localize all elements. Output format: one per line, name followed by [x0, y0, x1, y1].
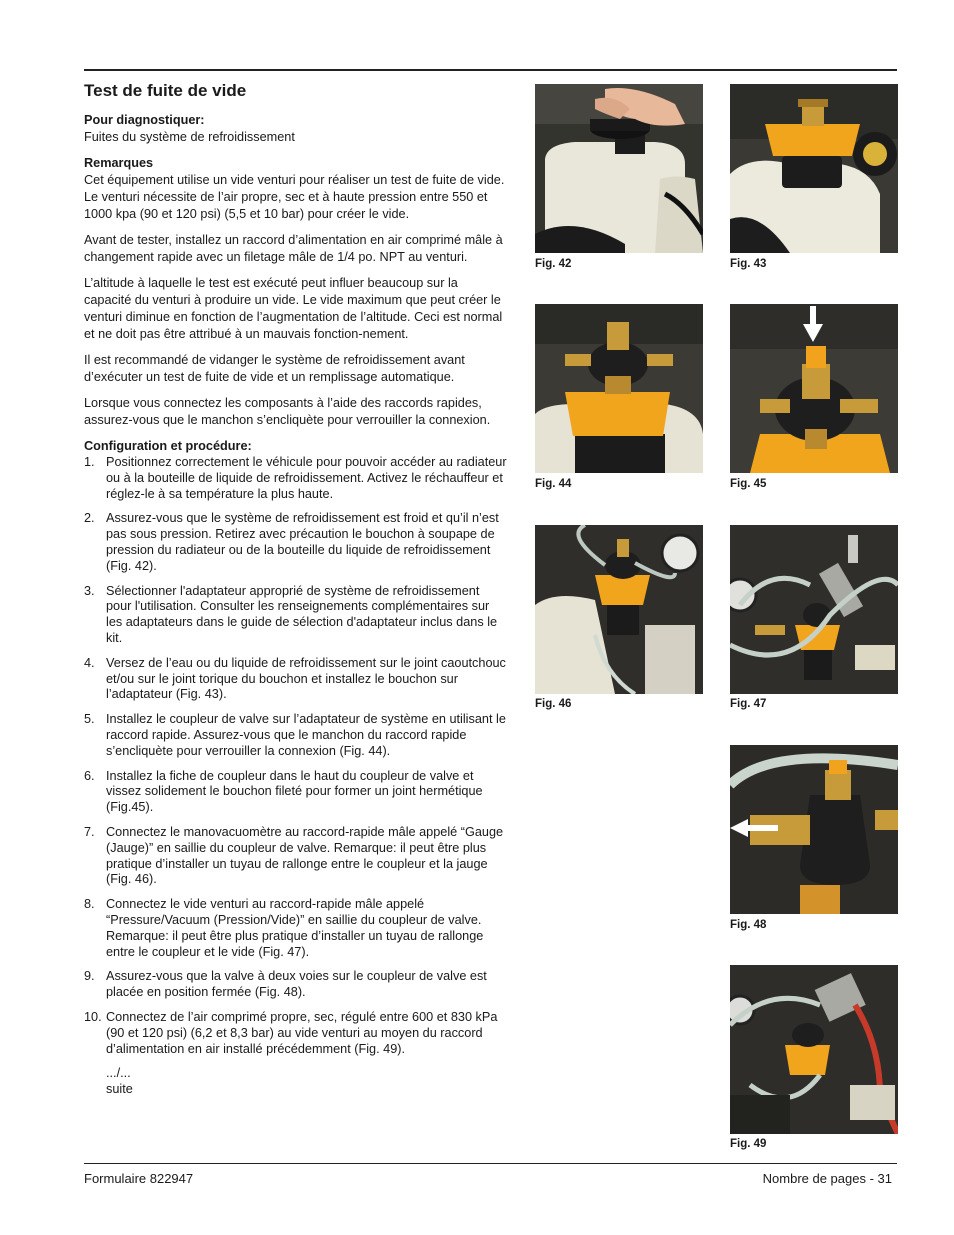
step-text: Installez la fiche de coupleur dans le haut du coupleur de valve et vissez solidement le bouchon fileté pour former un joint hermétique (Fig.45).: [106, 768, 483, 815]
step-text: Assurez-vous que la valve à deux voies sur le coupleur de valve est placée en position fermée (Fig. 48).: [106, 969, 487, 1000]
list-item: [84, 455, 508, 502]
step-number: 10.: [84, 1009, 102, 1024]
diagnose-label: Pour diagnostiquer:: [84, 113, 205, 127]
list-item: [84, 712, 508, 759]
list-item: [84, 825, 508, 888]
footer-form-number: Formulaire 822947: [84, 1171, 194, 1186]
continued-word: suite: [106, 1082, 133, 1097]
figure-43-photo: [730, 84, 898, 253]
figure-49-photo: [730, 965, 898, 1134]
figure-46-photo: [535, 525, 703, 694]
list-item: [84, 769, 508, 816]
figure-43-caption: Fig. 43: [730, 258, 767, 270]
step-number: 9.: [84, 969, 95, 984]
step-number: 1.: [84, 455, 95, 469]
figure-48-caption: Fig. 48: [730, 919, 767, 931]
remarks-paragraph: L’altitude à laquelle le test est exécuté peut influer beaucoup sur la capacité du venturi à produire un vide. Le vide maximum que peut créer le venturi diminue en fonction de l’augmentation de l’altitude. Ceci est normal et ne doit pas être attribué à un mauvais fonction-nement.: [84, 276, 503, 341]
diagnose-block: [84, 112, 508, 146]
step-text: Versez de l’eau ou du liquide de refroidissement sur le joint caoutchouc et/ou sur le joint torique du bouchon et installez le bouchon sur l’adaptateur (Fig. 43).: [106, 655, 506, 702]
step-number: 4.: [84, 655, 95, 670]
list-item: [84, 969, 508, 1001]
figure-48-photo: [730, 745, 898, 914]
remarks-label: Remarques: [84, 156, 154, 170]
step-text: Connectez de l’air comprimé propre, sec, régulé entre 600 et 830 kPa (90 et 120 psi) (6,2 et 8,3 bar) au vide venturi au moyen du raccord d’alimentation en air installé précédemment (Fig. 49).: [106, 1009, 498, 1056]
figure-47-photo: [730, 525, 898, 694]
page-title: Test de fuite de vide: [84, 81, 247, 100]
figure-45-caption: Fig. 45: [730, 478, 767, 490]
step-text: Positionnez correctement le véhicule pour pouvoir accéder au radiateur ou à la bouteille de liquide de refroidissement. Activez le réchauffeur et réglez-le à sa température la plus haute.: [106, 455, 507, 501]
procedure-steps: [84, 455, 508, 1057]
step-number: 8.: [84, 897, 95, 912]
text-column: [84, 80, 508, 1098]
step-number: 3.: [84, 583, 95, 598]
list-item: [84, 1010, 508, 1057]
remarks-paragraph: Lorsque vous connectez les composants à l’aide des raccords rapides, assurez-vous que le manchon s’encliquète pour verrouiller la connexion.: [84, 396, 491, 427]
step-text: Connectez le manovacuomètre au raccord-rapide mâle appelé “Gauge (Jauge)” en saillie du coupleur de valve. Remarque: il peut être plus pratique d’installer un tuyau de rallonge entre le coupleur et la jauge (Fig. 46).: [106, 824, 504, 887]
list-item: [84, 584, 508, 647]
step-number: 5.: [84, 712, 95, 727]
step-number: 6.: [84, 768, 95, 783]
procedure-block: [84, 438, 508, 1098]
step-text: Sélectionner l'adaptateur approprié de système de refroidissement pour l'utilisation. Consulter les renseignements complémentaires sur les adaptateurs dans le guide de sélection d'adaptateur inclus dans le kit.: [106, 583, 498, 645]
continued-note: [84, 1066, 508, 1098]
step-number: 7.: [84, 824, 95, 839]
step-text: Installez le coupleur de valve sur l’adaptateur de système en utilisant le raccord rapide. Assurez-vous que le manchon du raccord rapide s’encliquète pour verrouiller la connexion (Fig. 44).: [106, 712, 506, 758]
figure-42-photo: [535, 84, 703, 253]
header-rule: [84, 69, 897, 71]
remarks-paragraph: Avant de tester, installez un raccord d’alimentation en air comprimé mâle à changement rapide avec un filetage mâle de 1/4 po. NPT au venturi.: [84, 233, 503, 264]
footer-rule: [84, 1163, 897, 1164]
figure-44-photo: [535, 304, 703, 473]
procedure-label: Configuration et procédure:: [84, 439, 252, 453]
remarks-paragraph: Il est recommandé de vidanger le système de refroidissement avant d’exécuter un test de fuite de vide et un remplissage automatique.: [84, 353, 465, 384]
continued-dots: .../...: [106, 1066, 131, 1081]
step-number: 2.: [84, 511, 95, 526]
diagnose-text: Fuites du système de refroidissement: [84, 130, 295, 144]
step-text: Connectez le vide venturi au raccord-rapide mâle appelé “Pressure/Vacuum (Pression/Vide)” en saillie du coupleur de valve. Remarque: il peut être plus pratique d’installer un tuyau de rallonge entre le coupleur et le vide (Fig. 47).: [106, 897, 484, 959]
figure-44-caption: Fig. 44: [535, 478, 572, 490]
footer-page-count: Nombre de pages - 31: [762, 1171, 892, 1186]
remarks-block: [84, 155, 508, 429]
figure-47-caption: Fig. 47: [730, 698, 767, 710]
step-text: Assurez-vous que le système de refroidissement est froid et qu’il n’est pas sous pression. Retirez avec précaution le bouchon à soupape de pression du radiateur ou de la bouteille du liquide de refroidissement (Fig. 42).: [106, 511, 499, 573]
list-item: [84, 897, 508, 960]
list-item: [84, 656, 508, 703]
figure-45-photo: [730, 304, 898, 473]
remarks-paragraph: Cet équipement utilise un vide venturi pour réaliser un test de fuite de vide. Le venturi nécessite de l’air propre, sec et à haute pression entre 550 et 1000 kpa (90 et 120 psi) (5,5 et 10 bar) pour créer le vide.: [84, 173, 505, 221]
figure-42-caption: Fig. 42: [535, 258, 572, 270]
figure-49-caption: Fig. 49: [730, 1138, 767, 1150]
list-item: [84, 511, 508, 574]
figure-46-caption: Fig. 46: [535, 698, 572, 710]
